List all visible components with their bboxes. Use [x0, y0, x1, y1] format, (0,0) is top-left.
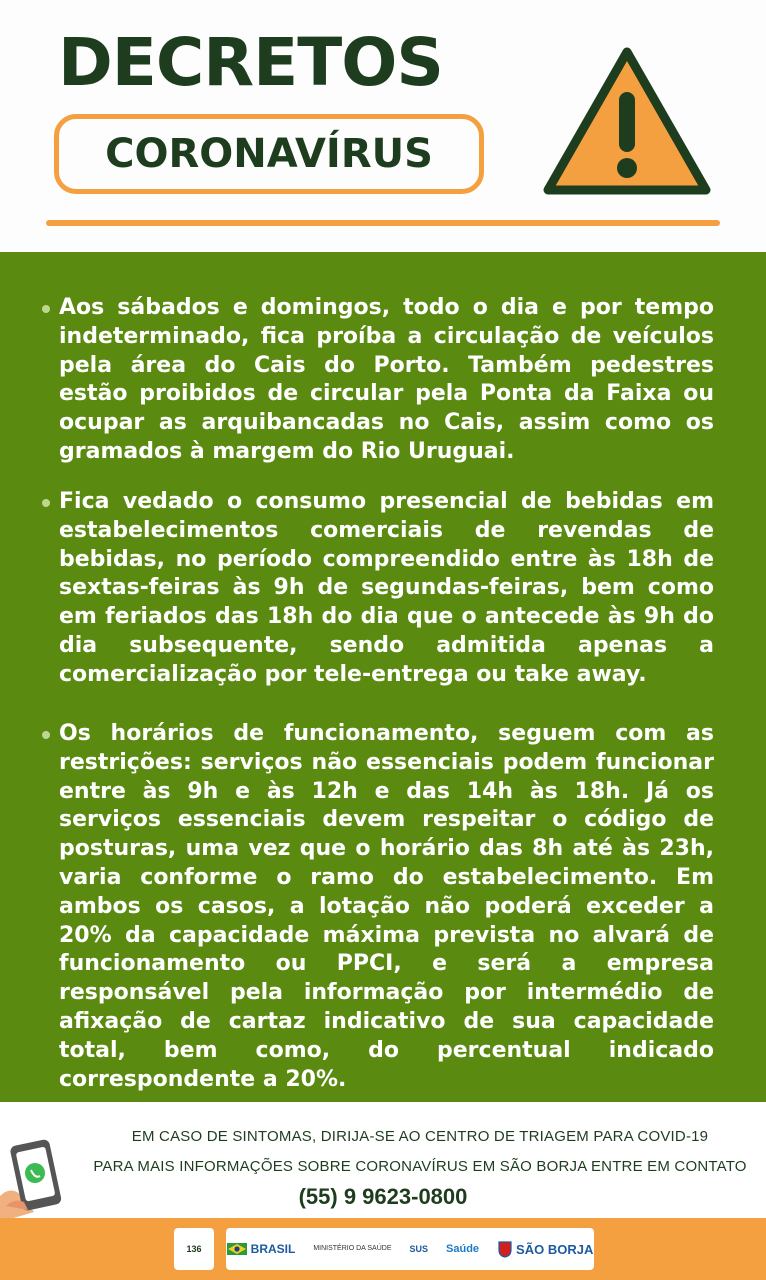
- decree-text: Aos sábados e domingos, todo o dia e por tempo indeterminado, fica proíba a circulação de veículos pela área do Cais do Porto. Também pedestres estão proibidos de circular pela Ponta da Faixa ou ocupar as arquibancadas no Cais, assim como os gramados à margem do Rio Uruguai.: [59, 295, 714, 464]
- decree-item: [42, 488, 714, 690]
- sus-logo: SUS: [409, 1244, 429, 1254]
- decree-text: Os horários de funcionamento, seguem com as restrições: serviços não essenciais podem funcionar entre às 9h e às 12h e das 14h às 18h. Já os serviços essenciais devem respeitar o código de posturas, uma vez que o horário das 8h até às 23h, varia conforme o ramo do estabelecimento. Em ambos os casos, a lotação não poderá exceder a 20% da capacidade máxima prevista no alvará de funcionamento ou PPCI, e será a empresa responsável pela informação por intermédio de afixação de cartaz indicativo de sua capacidade total, bem como, do percentual indicado correspondente a 20%.: [59, 721, 714, 1092]
- phone-number[interactable]: (55) 9 9623-0800: [298, 1184, 468, 1209]
- saude-logo: Saúde: [446, 1243, 480, 1255]
- brasil-flag-icon: [227, 1243, 247, 1255]
- logo-bar: [0, 1218, 766, 1280]
- saoborja-crest-icon: [497, 1240, 513, 1258]
- bullet-dot: [42, 305, 50, 313]
- partner-logos: [226, 1228, 594, 1270]
- brasil-text: BRASIL: [250, 1242, 296, 1256]
- brasil-logo: [227, 1242, 296, 1256]
- decree-item: [42, 720, 714, 1094]
- saoborja-logo: [497, 1240, 593, 1258]
- page-title: DECRETOS: [58, 24, 443, 101]
- symptoms-notice: EM CASO DE SINTOMAS, DIRIJA-SE AO CENTRO DE TRIAGEM PARA COVID-19: [131, 1128, 709, 1145]
- warning-triangle-icon: [540, 44, 714, 198]
- footer: [0, 1102, 766, 1220]
- disque-logo: [174, 1228, 214, 1270]
- decree-text: Fica vedado o consumo presencial de bebidas em estabelecimentos comerciais de revendas de bebidas, no período compreendido entre às 18h de sextas-feiras às 9h de segundas-feiras, bem como em feriados das 18h do dia que o antecede às 9h do dia subsequente, sendo admitida apenas a comercialização por tele-entrega ou take away.: [59, 489, 714, 687]
- decree-item: [42, 294, 714, 467]
- decrees-content: [0, 252, 766, 1102]
- bullet-dot: [42, 499, 50, 507]
- header: [0, 0, 766, 252]
- header-divider: [46, 220, 720, 226]
- saoborja-text: SÃO BORJA: [516, 1241, 594, 1257]
- subtitle-box: [54, 114, 484, 194]
- ministerio-logo: MINISTÉRIO DA SAÚDE: [313, 1245, 392, 1253]
- page-subtitle: CORONAVÍRUS: [105, 131, 433, 177]
- bullet-dot: [42, 731, 50, 739]
- contact-notice: PARA MAIS INFORMAÇÕES SOBRE CORONAVÍRUS EM SÃO BORJA ENTRE EM CONTATO: [93, 1158, 747, 1175]
- disque-number: 136: [186, 1244, 202, 1254]
